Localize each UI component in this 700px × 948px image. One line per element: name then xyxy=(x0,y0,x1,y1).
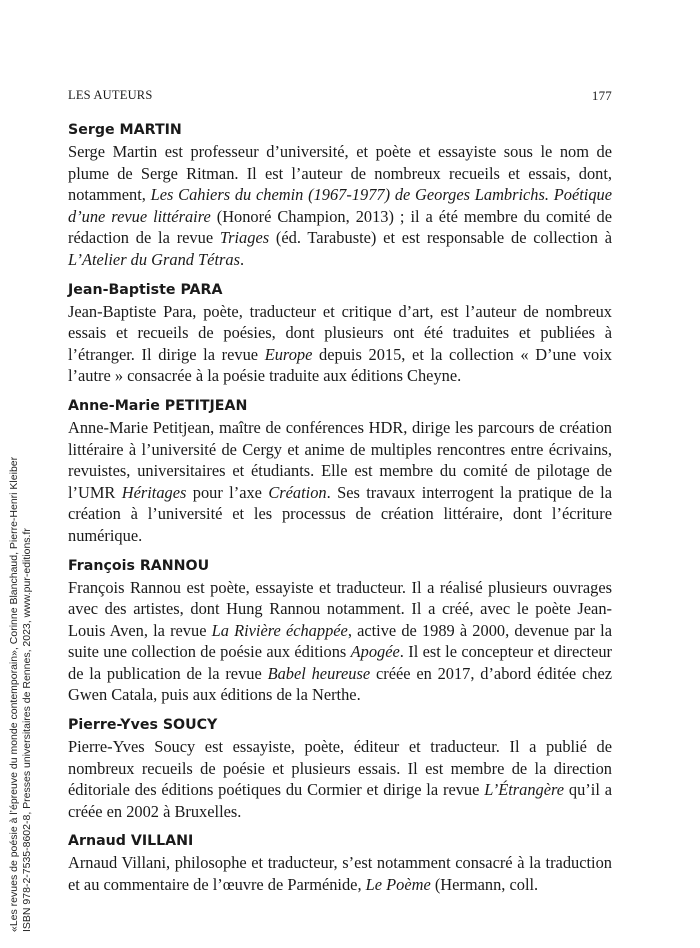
author-bio xyxy=(68,736,612,822)
bio-text: Pierre-Yves Soucy est essayiste, poète, éditeur et traducteur. Il a publié de nombreux recueils de poésie et plusieurs essais. Il est membre de la direction éditoriale des éditions poétiques du Cormier et dirige la revue xyxy=(68,737,612,800)
author-name: François RANNOU xyxy=(68,557,210,574)
bio-text: créée en 2017, d’abord éditée chez Gwen Catala, puis aux éditions de la Nerthe. xyxy=(68,663,612,705)
italic-title: Europe xyxy=(264,344,313,364)
author-bio xyxy=(68,852,612,895)
italic-title: Le Poème xyxy=(365,875,431,895)
author-list xyxy=(68,120,612,905)
section-title: LES AUTEURS xyxy=(68,88,153,102)
author-bio xyxy=(68,577,612,707)
running-header xyxy=(68,88,612,103)
author-name: Arnaud VILLANI xyxy=(68,833,194,850)
bio-text: (éd. Tarabuste) et est responsable de collection à xyxy=(269,228,612,248)
author-bio xyxy=(68,141,612,271)
italic-title: Triages xyxy=(219,228,270,248)
author-entry xyxy=(68,120,612,271)
author-name: Anne-Marie PETITJEAN xyxy=(68,397,248,414)
italic-title: La Rivière échappée xyxy=(211,620,348,640)
bio-text: Jean-Baptiste Para, poète, traducteur et critique d’art, est l’auteur de nombreux essais et recueils de poésies, dont plusieurs ont été traduites et publiées à l’étranger. Il dirige la revue xyxy=(68,301,612,364)
italic-title: Héritages xyxy=(121,482,187,502)
bio-text: qu’il a créée en 2002 à Bruxelles. xyxy=(68,780,612,821)
italic-title: L’Étrangère xyxy=(484,780,565,800)
author-entry xyxy=(68,715,612,822)
copyright-sidebar xyxy=(8,432,34,932)
bio-text: (Honoré Champion, 2013) ; il a été membre du comité de rédaction de la revue xyxy=(68,206,613,248)
bio-text: pour l’axe xyxy=(186,482,269,502)
author-entry xyxy=(68,280,612,387)
author-entry xyxy=(68,556,612,707)
author-entry xyxy=(68,831,612,895)
italic-title: L’Atelier du Grand Tétras xyxy=(68,249,240,269)
bio-text: Anne-Marie Petitjean, maître de conférences HDR, dirige les parcours de création littéraire à l’université de Cergy et anime de multiples rencontres entre écrivains, revuistes, universitaires et étudiants. Elle est membre du comité de pilotage de l’UMR xyxy=(68,417,612,502)
italic-title: Les Cahiers du chemin (1967-1977) de Georges Lambrichs. Poétique d’une revue littéraire xyxy=(68,185,613,226)
page-number: 177 xyxy=(591,88,612,103)
italic-title: Création xyxy=(268,482,327,502)
author-name: Pierre-Yves SOUCY xyxy=(68,717,218,734)
bio-text: , active de 1989 à 2000, devenue par la suite une collection de poésie aux éditions xyxy=(68,620,612,662)
bio-text: Serge Martin est professeur d’université, et poète et essayiste sous le nom de plume de Serge Ritman. Il est l’auteur de nombreux recueils et essais, dont, notamment, xyxy=(68,142,612,205)
author-entry xyxy=(68,396,612,547)
italic-title: Apogée xyxy=(350,642,400,662)
sidebar-line-2: ISBN 978-2-7535-8602-8, Presses universitaires de Rennes, 2023, www.pur-editions.fr xyxy=(21,528,33,932)
author-bio xyxy=(68,417,612,547)
bio-text: François Rannou est poète, essayiste et traducteur. Il a réalisé plusieurs ouvrages avec des artistes, dont Hung Rannou notamment. Il a créé, avec le poète Jean-Louis Aven, la revue xyxy=(68,577,612,640)
bio-text: depuis 2015, et la collection « D’une voix l’autre » consacrée à la poésie traduite aux éditions Cheyne. xyxy=(68,344,612,386)
sidebar-line-1: «Les revues de poésie à l’épreuve du monde contemporain», Corinne Blanchaud, Pierre-Henri Kleiber xyxy=(8,456,20,932)
bio-text: Arnaud Villani, philosophe et traducteur, s’est notamment consacré à la traduction et au commentaire de l’œuvre de Parménide, xyxy=(68,853,612,895)
author-name: Jean-Baptiste PARA xyxy=(68,281,223,298)
italic-title: Babel heureuse xyxy=(267,663,371,683)
author-bio xyxy=(68,301,612,387)
bio-text: . Il est le concepteur et directeur de la publication de la revue xyxy=(68,642,612,683)
bio-text: . xyxy=(239,249,245,269)
bio-text: (Hermann, coll. xyxy=(430,875,539,895)
bio-text: . Ses travaux interrogent la pratique de la création à l’université et les processus de création littéraire, dont l’écriture numérique. xyxy=(68,482,612,545)
author-name: Serge MARTIN xyxy=(68,122,182,138)
